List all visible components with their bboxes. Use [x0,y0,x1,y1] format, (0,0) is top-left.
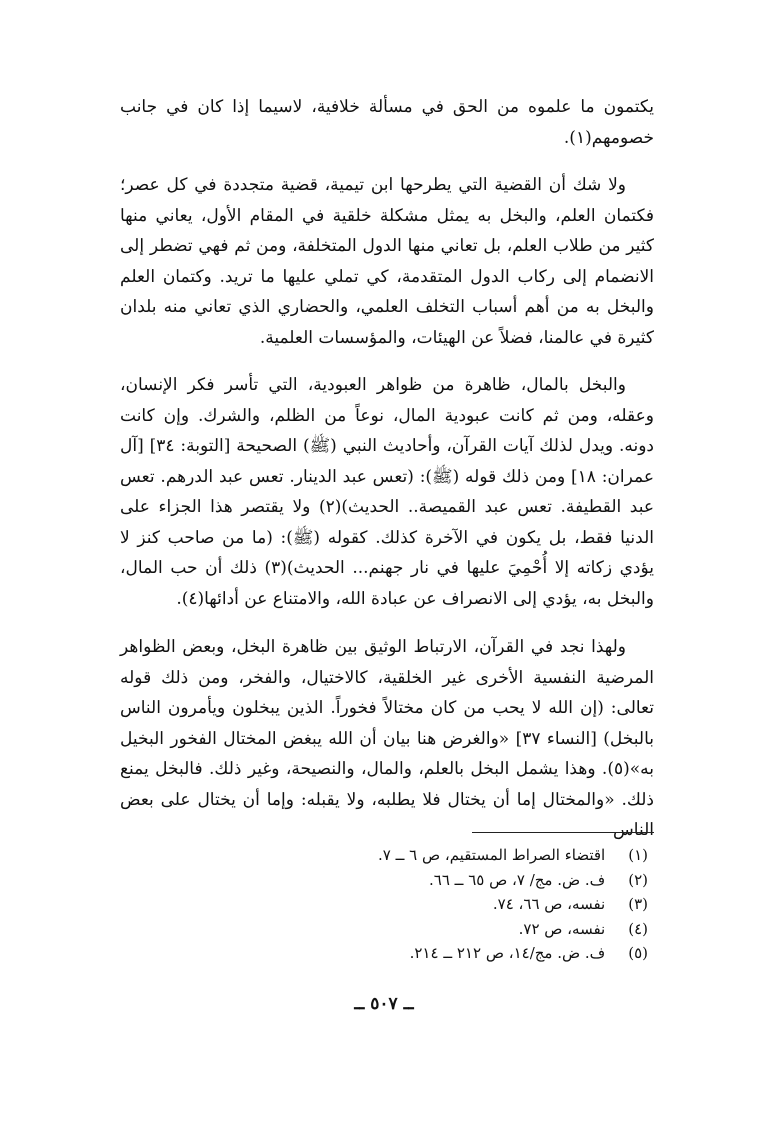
footnote-item [120,892,654,917]
footnote-item [120,941,654,966]
footnote-item [120,868,654,893]
body-paragraph-1: يكتمون ما علموه من الحق في مسألة خلافية، لاسيما إذا كان في جانب خصومهم(١). [120,97,654,148]
page-number: ــ ٥٠٧ ــ [354,994,414,1014]
footnote-item [120,917,654,942]
footnote-number: (٥) [628,944,648,963]
footnote-text: نفسه، ص ٧٢. [518,919,606,938]
footnote-number: (٤) [628,919,648,938]
footnote-text: نفسه، ص ٦٦، ٧٤. [492,895,606,914]
footnote-item [120,843,654,868]
footnote-number: (١) [628,846,648,864]
footnote-number: (٣) [628,895,648,914]
footnote-text: اقتضاء الصراط المستقيم، ص ٦ ــ ٧. [377,846,606,864]
footnote-number: (٢) [628,870,648,889]
body-paragraph-2: ولا شك أن القضية التي يطرحها ابن تيمية، قضية متجددة في كل عصر؛ فكتمان العلم، والبخل به يمثل مشكلة خلقية في المقام الأول، يعاني منها كثير من طلاب العلم، بل تعاني منها الدول المتخلفة، ومن ثم فهي تضطر إلى الانضمام إلى ركاب الدول المتقدمة، كي تملي عليها ما تريد. وكتمان العلم والبخل به من أهم أسباب التخلف العلمي، والحضاري الذي تعاني منه بلدان كثيرة في عالمنا، فضلاً عن الهيئات، والمؤسسات العلمية. [120,175,654,348]
footnote-text: ف. ض. مج/١٤، ص ٢١٢ ــ ٢١٤. [409,944,606,963]
footnotes-list [120,843,654,966]
body-paragraph-3: والبخل بالمال، ظاهرة من ظواهر العبودية، التي تأسر فكر الإنسان، وعقله، ومن ثم كانت عبودية المال، نوعاً من الظلم، والشرك. وإن كانت دونه. ويدل لذلك آيات القرآن، وأحاديث النبي (ﷺ) الصحيحة [التوبة: ٣٤] [آل عمران: ١٨] ومن ذلك قوله (ﷺ): (تعس عبد الدينار. تعس عبد الدرهم. تعس عبد القطيفة. تعس عبد القميصة.. الحديث)(٢) ولا يقتصر هذا الجزاء على الدنيا فقط، بل يكون في الآخرة كذلك. كقوله (ﷺ): (ما من صاحب كنز لا يؤدي زكاته إلا أُحْمِيَ عليها في نار جهنم... الحديث)(٣) ذلك أن حب المال، والبخل به، يؤدي إلى الانصراف عن عبادة الله، والامتناع عن أدائها(٤). [120,375,655,609]
body-paragraph-4: ولهذا نجد في القرآن، الارتباط الوثيق بين ظاهرة البخل، وبعض الظواهر المرضية النفسية الأخرى غير الخلقية، كالاختيال، والفخر، ومن ذلك قوله تعالى: (إن الله لا يحب من كان مختالاً فخوراً. الذين يبخلون ويأمرون الناس بالبخل) [النساء ٣٧] «والغرض هنا بيان أن الله يبغض المختال الفخور البخيل به»(٥). وهذا يشمل البخل بالعلم، والمال، والنصيحة، وغير ذلك. فالبخل يمنع ذلك. «والمختال إما أن يختال فلا يطلبه، ولا يقبله: وإما أن يختال على بعض الناس [120,637,654,840]
footnote-text: ف. ض. مج/ ٧، ص ٦٥ ــ ٦٦. [428,870,606,889]
footnote-divider [472,832,654,833]
